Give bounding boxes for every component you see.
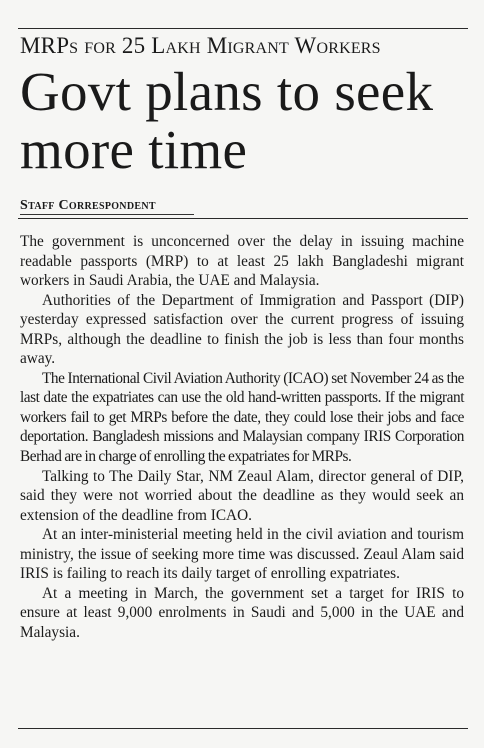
- headline: Govt plans to seek more time: [20, 61, 434, 180]
- byline: Staff Correspondent: [20, 198, 156, 213]
- paragraph: Talking to The Daily Star, NM Zeaul Alam, director general of DIP, said they were not worried about the deadline as they would seek an extension of the deadline from ICAO.: [20, 467, 464, 524]
- article-body: [20, 232, 464, 642]
- top-rule: [18, 28, 468, 29]
- bottom-rule: [18, 728, 468, 729]
- kicker: MRPs for 25 Lakh Migrant Workers: [20, 33, 381, 58]
- paragraph: At an inter-ministerial meeting held in the civil aviation and tourism ministry, the issue of seeking more time was discussed. Zeaul Alam said IRIS is failing to reach its daily target of enrolling expatriates.: [20, 526, 464, 583]
- paragraph: The government is unconcerned over the delay in issuing machine readable passports (MRP) to at least 25 lakh Bangladeshi migrant workers in Saudi Arabia, the UAE and Malaysia.: [20, 233, 464, 290]
- paragraph: Authorities of the Department of Immigration and Passport (DIP) yesterday expressed satisfaction over the current progress of issuing MRPs, although the deadline to finish the job is less than four months away.: [20, 291, 464, 368]
- byline-underline: [20, 214, 194, 215]
- paragraph: The International Civil Aviation Authority (ICAO) set November 24 as the last date the expatriates can use the old hand-written passports. If the migrant workers fail to get MRPs before the date, they could lose their jobs and face deportation. Bangladesh missions and Malaysian company IRIS Corporation Berhad are in charge of enrolling the expatriates for MRPs.: [20, 369, 464, 466]
- byline-rule: [18, 218, 468, 219]
- paragraph: At a meeting in March, the government set a target for IRIS to ensure at least 9,000 enrolments in Saudi and 5,000 in the UAE and Malaysia.: [20, 584, 464, 641]
